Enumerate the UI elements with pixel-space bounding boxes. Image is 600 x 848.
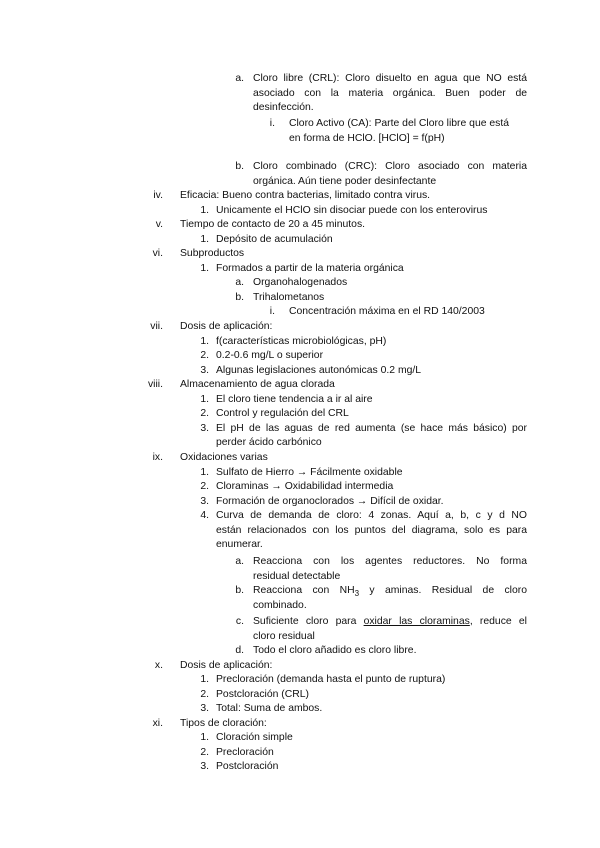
list-item-text: cloro residual xyxy=(253,630,315,642)
list-item-text: desinfección. xyxy=(253,102,314,113)
list-item-text: están relacionados con los puntos del diagrama, solo es para xyxy=(216,524,527,536)
list-item-text: Total: Suma de ambos. xyxy=(216,703,323,714)
text-run: Reacciona con NH xyxy=(253,585,355,596)
list-marker: 3. xyxy=(200,422,209,434)
list-item-text: Dosis de aplicación: xyxy=(180,659,273,671)
list-item-text: Curva de demanda de cloro: 4 zonas. Aquí a, b, c y d NO xyxy=(216,510,527,521)
list-marker: 3. xyxy=(200,364,209,376)
list-item-text: Algunas legislaciones autonómicas 0.2 mg/L xyxy=(216,364,422,376)
list-item-text: Unicamente el HClO sin disociar puede con los enterovirus xyxy=(216,204,488,216)
list-item-text: orgánica. Aún tiene poder desinfectante xyxy=(253,175,437,187)
list-item-text: Oxidaciones varias xyxy=(180,452,268,463)
list-item-text: Postcloración xyxy=(216,761,279,772)
list-item-text: Dosis de aplicación: xyxy=(180,321,273,332)
list-item-text: perder ácido carbónico xyxy=(216,437,322,448)
list-marker: b. xyxy=(235,291,244,303)
list-item-text: Subproductos xyxy=(180,248,245,259)
list-marker: vii. xyxy=(150,321,163,332)
list-item-text: Cloración simple xyxy=(216,732,293,743)
list-marker: 1. xyxy=(200,262,209,274)
list-marker: 2. xyxy=(200,350,209,361)
list-item-text: Todo el cloro añadido es cloro libre. xyxy=(253,645,417,656)
list-item-text: Precloración (demanda hasta el punto de ruptura) xyxy=(216,674,446,685)
underlined-text: oxidar las cloraminas xyxy=(363,616,470,627)
list-item-text: El cloro tiene tendencia a ir al aire xyxy=(216,393,373,405)
text-run: Suficiente cloro para xyxy=(253,616,364,627)
list-marker: x. xyxy=(154,659,163,671)
list-item-text: Cloraminas → Oxidabilidad intermedia xyxy=(216,481,394,492)
list-item-text: Tiempo de contacto de 20 a 45 minutos. xyxy=(180,219,366,230)
list-marker: i. xyxy=(269,118,275,129)
list-marker: 1. xyxy=(200,204,209,216)
list-marker: 2. xyxy=(200,408,209,419)
list-marker: a. xyxy=(235,277,244,288)
list-marker: 1. xyxy=(200,233,209,245)
list-marker: b. xyxy=(235,585,244,596)
list-marker: viii. xyxy=(147,379,163,390)
list-item-text: Concentración máxima en el RD 140/2003 xyxy=(289,306,485,317)
subscript: 3 xyxy=(354,589,360,599)
list-item-text: en forma de HClO. [HClO] = f(pH) xyxy=(289,132,445,144)
list-marker: 1. xyxy=(200,335,209,347)
list-item-text: Formación de organoclorados → Difícil de oxidar. xyxy=(216,495,444,507)
list-marker: a. xyxy=(235,556,244,567)
list-item-text: asociado con la materia orgánica. Buen poder de xyxy=(253,87,527,99)
list-marker: v. xyxy=(155,219,163,230)
list-item-text: enumerar. xyxy=(216,539,263,550)
list-item-text: Cloro Activo (CA): Parte del Cloro libre que está xyxy=(289,118,510,129)
list-item-text: Cloro combinado (CRC): Cloro asociado con materia xyxy=(253,161,527,172)
list-item-text: f(características microbiológicas, pH) xyxy=(216,335,387,347)
list-item-text: residual detectable xyxy=(253,570,341,582)
list-marker: c. xyxy=(235,616,244,627)
list-item-text: El pH de las aguas de red aumenta (se hace más básico) por xyxy=(216,422,527,434)
list-marker: 1. xyxy=(200,732,209,743)
list-item-text: Trihalometanos xyxy=(253,291,325,303)
list-item-text: Tipos de cloración: xyxy=(180,717,267,729)
list-marker: 1. xyxy=(200,674,209,685)
list-item-text: Reacciona con los agentes reductores. No forma xyxy=(253,556,527,567)
list-item-text: Cloro libre (CRL): Cloro disuelto en agua que NO está xyxy=(253,73,527,84)
list-marker: 2. xyxy=(200,746,209,758)
list-marker: 4. xyxy=(200,510,209,521)
list-marker: 2. xyxy=(200,688,209,700)
list-marker: ix. xyxy=(152,452,163,463)
list-item-text: Control y regulación del CRL xyxy=(216,408,349,419)
list-marker: iv. xyxy=(153,190,163,201)
list-item-text: Eficacia: Bueno contra bacterias, limitado contra virus. xyxy=(180,190,431,201)
text-run: y aminas. Residual de cloro xyxy=(359,585,527,596)
list-marker: d. xyxy=(235,645,244,656)
list-marker: i. xyxy=(269,306,275,317)
list-marker: 3. xyxy=(200,495,209,507)
list-item-text: Formados a partir de la materia orgánica xyxy=(216,262,404,274)
list-item-text: combinado. xyxy=(253,599,307,611)
list-marker: b. xyxy=(235,161,244,172)
list-marker: 3. xyxy=(200,761,209,772)
list-marker: 2. xyxy=(200,481,209,492)
list-item-text: Almacenamiento de agua clorada xyxy=(180,379,335,390)
list-item-text: Precloración xyxy=(216,746,274,758)
list-item-text: Postcloración (CRL) xyxy=(216,688,309,700)
list-marker: xi. xyxy=(152,717,163,729)
list-marker: vi. xyxy=(152,248,163,259)
list-item-text: Depósito de acumulación xyxy=(216,233,333,245)
list-marker: 3. xyxy=(200,703,209,714)
list-item-text: 0.2-0.6 mg/L o superior xyxy=(216,350,324,361)
list-item-text: Organohalogenados xyxy=(253,277,348,288)
list-item-text: Sulfato de Hierro → Fácilmente oxidable xyxy=(216,466,403,478)
list-item-text xyxy=(253,615,527,630)
list-marker: 1. xyxy=(200,466,209,478)
list-marker: a. xyxy=(235,73,244,84)
list-marker: 1. xyxy=(200,393,209,405)
text-run: , reduce el xyxy=(469,616,527,627)
